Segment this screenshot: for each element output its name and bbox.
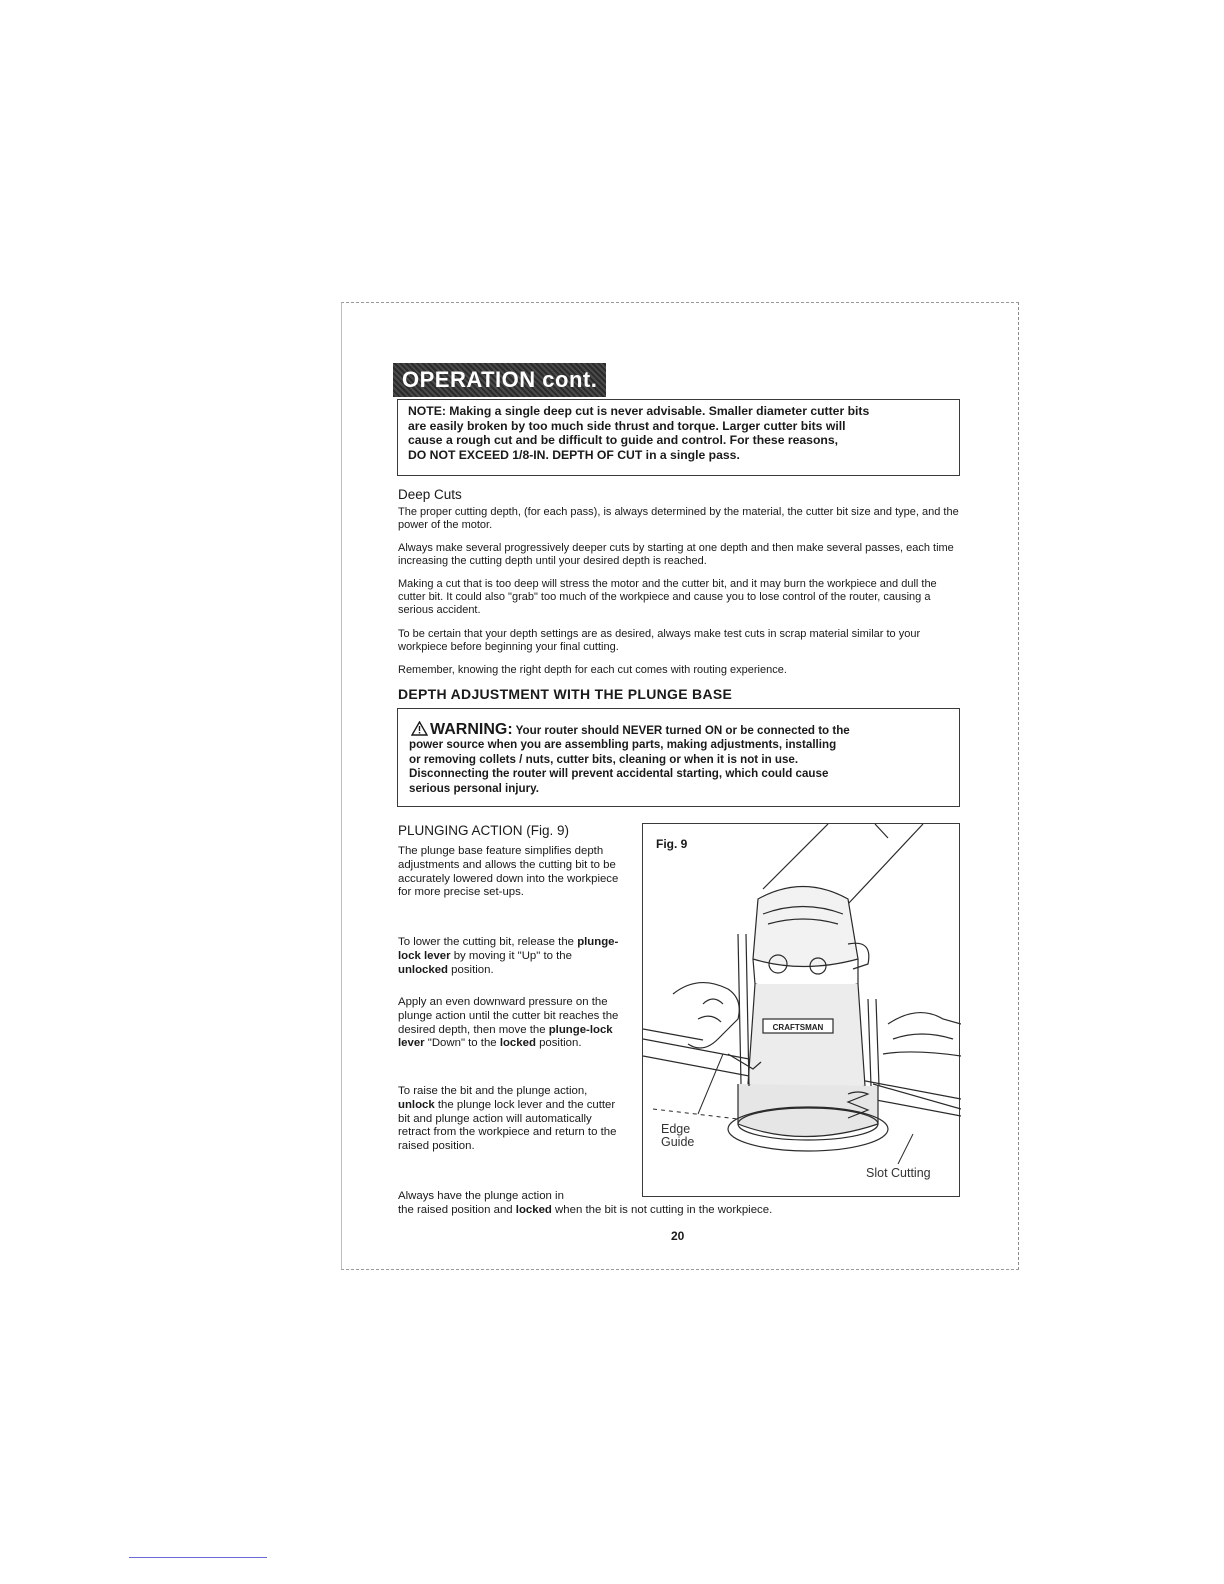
emphasis-text: locked	[515, 1204, 552, 1216]
deep-cuts-paragraph	[398, 506, 960, 532]
footer-rule	[129, 1557, 267, 1558]
paragraph-text: To raise the bit and the plunge action,	[398, 1085, 588, 1097]
emphasis-text: plunge-lock lever	[398, 1023, 613, 1050]
warning-line: Disconnecting the router will prevent accidental starting, which could cause	[409, 767, 829, 781]
plunging-paragraph	[398, 936, 623, 977]
emphasis-text: locked	[499, 1037, 536, 1050]
paragraph-text: Always make several progressively deeper cuts by starting at one depth and then make several passes, each time increasing the cutting depth until your desired depth is reached.	[398, 542, 954, 568]
emphasis-text: unlocked	[398, 963, 449, 976]
paragraph-text: The plunge base feature simplifies depth adjustments and allows the cutting bit to be accurately lowered down into the workpiece for more precise set-ups.	[398, 845, 619, 899]
section-title: OPERATION cont.	[393, 363, 606, 397]
paragraph-text: To be certain that your depth settings are as desired, always make test cuts in scrap material similar to your workpiece before beginning your final cutting.	[398, 628, 921, 654]
edge-guide-line: Edge	[661, 1122, 691, 1136]
plunging-action-heading: PLUNGING ACTION (Fig. 9)	[398, 823, 570, 838]
paragraph-text: Making a cut that is too deep will stress the motor and the cutter bit, and it may burn the workpiece and dull the cutter bit. It could also "grab" too much of the workpiece and cause you to lose control of the router, causing a serious accident.	[398, 578, 937, 617]
figure-9	[642, 823, 960, 1197]
paragraph-text: Remember, knowing the right depth for each cut comes with routing experience.	[398, 664, 787, 676]
warning-label: WARNING:	[430, 721, 513, 738]
note-line: cause a rough cut and be difficult to guide and control. For these reasons,	[408, 433, 839, 448]
paragraph-text: by moving it "Up" to the	[450, 949, 572, 962]
router-brand-text: CRAFTSMAN	[772, 1023, 824, 1032]
paragraph-text: the plunge lock lever and the cutter bit and plunge action will automatically retract from the workpiece and return to the raised position.	[398, 1098, 617, 1153]
warning-box	[397, 708, 960, 807]
note-box	[397, 399, 960, 476]
edge-guide-label	[661, 1123, 694, 1149]
deep-cuts-paragraph	[398, 542, 960, 568]
figure-label: Fig. 9	[656, 837, 688, 851]
warning-line: or removing collets / nuts, cutter bits, cleaning or when it is not in use.	[409, 752, 799, 766]
plunging-paragraph	[398, 1190, 623, 1204]
depth-adjustment-heading: DEPTH ADJUSTMENT WITH THE PLUNGE BASE	[398, 686, 733, 702]
emphasis-text: plunge-lock lever	[398, 936, 619, 962]
paragraph-text: The proper cutting depth, (for each pass), is always determined by the material, the cutter bit size and type, and the power of the motor.	[398, 506, 959, 532]
emphasis-text: unlock	[398, 1098, 435, 1111]
deep-cuts-paragraph	[398, 664, 960, 677]
paragraph-text: when the bit is not cutting in the workpiece.	[551, 1204, 773, 1216]
deep-cuts-heading: Deep Cuts	[398, 487, 462, 502]
warning-line: Your router should NEVER turned ON or be connected to the	[515, 724, 850, 737]
warning-line: serious personal injury.	[409, 781, 539, 795]
paragraph-text: position.	[535, 1037, 582, 1050]
plunging-last-line	[398, 1204, 772, 1218]
slot-cutting-label: Slot Cutting	[866, 1166, 931, 1180]
note-line: are easily broken by too much side thrust and torque. Larger cutter bits will	[408, 418, 846, 433]
note-line: DO NOT EXCEED 1/8-IN. DEPTH OF CUT in a single pass.	[408, 447, 740, 462]
paragraph-text: the raised position and	[398, 1204, 516, 1216]
deep-cuts-paragraph	[398, 628, 960, 654]
plunging-paragraph	[398, 996, 623, 1051]
note-line: NOTE: Making a single deep cut is never advisable. Smaller diameter cutter bits	[408, 404, 870, 418]
warning-icon	[411, 721, 428, 736]
paragraph-text: Apply an even downward pressure on the plunge action until the cutter bit reaches the desired depth, then move the	[398, 996, 619, 1036]
plunging-paragraph	[398, 1085, 623, 1154]
paragraph-text: "Down" to the	[424, 1037, 500, 1050]
paragraph-text: To lower the cutting bit, release the	[398, 936, 578, 948]
page-number: 20	[671, 1229, 685, 1243]
edge-guide-line: Guide	[661, 1135, 695, 1149]
warning-line: power source when you are assembling parts, making adjustments, installing	[409, 738, 837, 752]
deep-cuts-paragraph	[398, 578, 960, 618]
plunging-paragraph	[398, 845, 623, 900]
paragraph-text: Always have the plunge action in	[398, 1190, 564, 1202]
paragraph-text: position.	[448, 963, 494, 976]
